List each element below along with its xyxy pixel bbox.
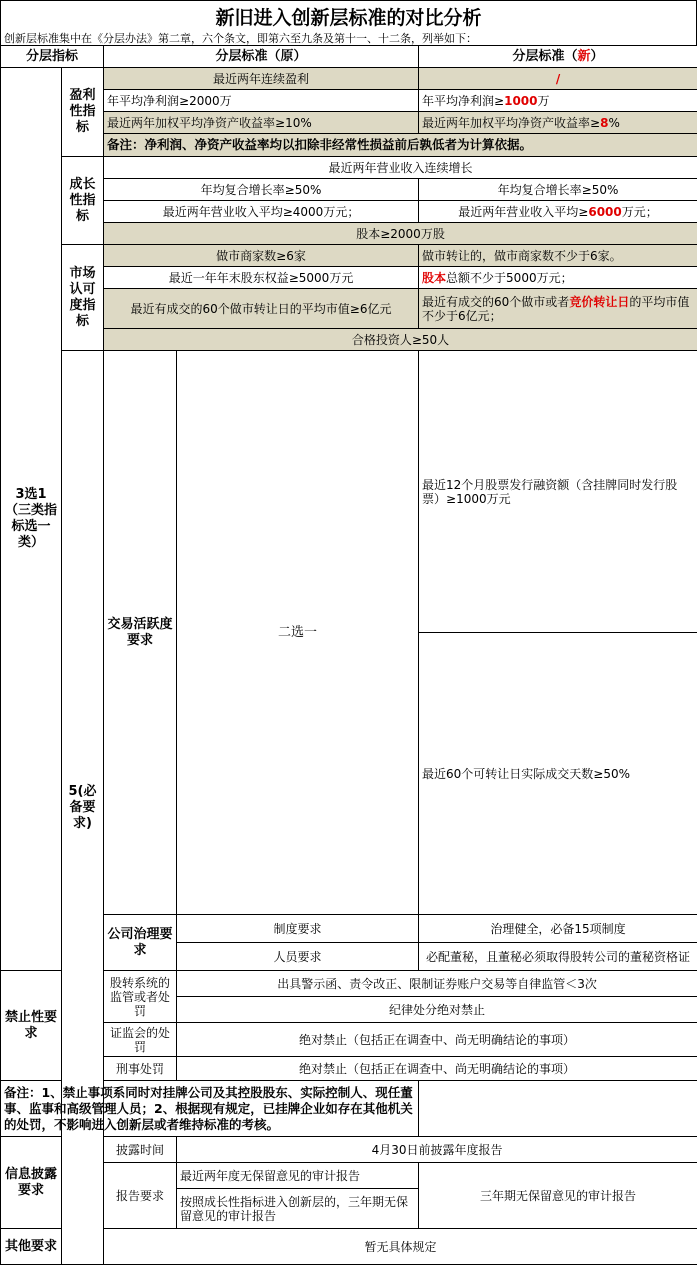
header-new-standard (419, 46, 697, 68)
profit-row-1 (1, 68, 697, 90)
prohibit-note-row (1, 1081, 697, 1137)
header-indicator: 分层指标 (1, 46, 104, 68)
growth-new-2: 年均复合增长率≥50% (419, 179, 697, 201)
header-row (1, 46, 697, 68)
disclosure-report-new: 三年期无保留意见的审计报告 (419, 1163, 697, 1229)
profit-old-3: 最近两年加权平均净资产收益率≥10% (104, 112, 419, 134)
trading-option-2: 最近60个可转让日实际成交天数≥50% (419, 633, 697, 915)
header-old-standard: 分层标准（原） (104, 46, 419, 68)
profit-old-1: 最近两年连续盈利 (104, 68, 419, 90)
trading-option-1: 最近12个月股票发行融资额（含挂牌同时发行股票）≥1000万元 (419, 351, 697, 633)
market-new-2 (419, 267, 697, 289)
governance-row-1 (1, 915, 697, 943)
growth-row-3 (1, 201, 697, 223)
market-new-3-prefix: 最近有成交的60个做市或者 (422, 295, 569, 309)
prohibit-neeq-value-1: 出具警示函、责令改正、限制证券账户交易等自律监管＜3次 (177, 971, 697, 997)
market-old-3: 最近有成交的60个做市转让日的平均市值≥6亿元 (104, 289, 419, 329)
profit-new-2-suffix: 万 (538, 94, 550, 108)
market-new-1: 做市转让的，做市商家数不少于6家。 (419, 245, 697, 267)
comparison-table (0, 45, 697, 1265)
profit-new-3 (419, 112, 697, 134)
market-new-2-suffix: 总额不少于5000万元； (446, 271, 573, 285)
profit-new-3-value: 8 (600, 116, 608, 130)
growth-label: 成长性指标 (62, 157, 104, 245)
prohibit-row-3 (1, 1023, 697, 1057)
other-value: 暂无具体规定 (104, 1229, 697, 1265)
profit-new-3-suffix: % (608, 116, 619, 130)
prohibit-label: 禁止性要求 (1, 971, 62, 1081)
profit-new-2-value: 1000 (504, 94, 537, 108)
group1-label: 3选1（三类指标选一类） (1, 68, 62, 971)
trading-label: 交易活跃度要求 (104, 351, 177, 915)
prohibit-row-4 (1, 1057, 697, 1081)
profit-new-3-prefix: 最近两年加权平均净资产收益率≥ (422, 116, 600, 130)
growth-common-4: 股本≥2000万股 (104, 223, 697, 245)
trading-row-1 (1, 351, 697, 633)
profit-note: 备注：净利润、净资产收益率均以扣除非经常性损益前后孰低者为计算依据。 (104, 134, 697, 157)
disclosure-time-value: 4月30日前披露年度报告 (177, 1137, 697, 1163)
disclosure-row-1 (1, 1137, 697, 1163)
prohibit-csrc-value: 绝对禁止（包括正在调查中、尚无明确结论的事项） (177, 1023, 697, 1057)
market-row-4 (1, 329, 697, 351)
market-label: 市场认可度指标 (62, 245, 104, 351)
disclosure-row-2 (1, 1163, 697, 1189)
market-new-2-value: 股本 (422, 271, 446, 285)
growth-row-4 (1, 223, 697, 245)
header-new-suffix: ） (591, 49, 604, 64)
prohibit-csrc-label: 证监会的处罚 (104, 1023, 177, 1057)
market-new-3 (419, 289, 697, 329)
disclosure-report-old-2: 按照成长性指标进入创新层的，三年期无保留意见的审计报告 (177, 1189, 419, 1229)
disclosure-report-old-1: 最近两年度无保留意见的审计报告 (177, 1163, 419, 1189)
growth-new-3-suffix: 万元； (622, 205, 658, 219)
prohibit-neeq-label: 股转系统的监管或者处罚 (104, 971, 177, 1023)
page-title: 新旧进入创新层标准的对比分析 (0, 0, 697, 32)
market-old-1: 做市商家数≥6家 (104, 245, 419, 267)
growth-row-2 (1, 179, 697, 201)
disclosure-time-label: 披露时间 (104, 1137, 177, 1163)
governance-staff-label: 人员要求 (177, 943, 419, 971)
group2-label: 5(必备要求) (62, 351, 104, 1265)
profit-label: 盈利性指标 (62, 68, 104, 157)
growth-old-2: 年均复合增长率≥50% (104, 179, 419, 201)
other-label: 其他要求 (1, 1229, 62, 1265)
governance-system-value: 治理健全，必备15项制度 (419, 915, 697, 943)
market-row-3 (1, 289, 697, 329)
prohibit-note: 备注：1、禁止事项系同时对挂牌公司及其控股股东、实际控制人、现任董事、监事和高级管理人员；2、根据现有规定，已挂牌企业如存在其他机关的处罚，不影响进入创新层或者维持标准的考核。 (1, 1081, 419, 1137)
profit-new-2-prefix: 年平均净利润≥ (422, 94, 504, 108)
growth-new-3 (419, 201, 697, 223)
header-new-word: 新 (578, 49, 591, 64)
governance-system-label: 制度要求 (177, 915, 419, 943)
profit-row-2 (1, 90, 697, 112)
header-new-prefix: 分层标准（ (513, 49, 578, 64)
prohibit-neeq-value-2: 纪律处分绝对禁止 (177, 997, 697, 1023)
trading-choose: 二选一 (177, 351, 419, 915)
prohibit-criminal-value: 绝对禁止（包括正在调查中、尚无明确结论的事项） (177, 1057, 697, 1081)
market-row-1 (1, 245, 697, 267)
growth-new-3-value: 6000 (588, 205, 621, 219)
other-row (1, 1229, 697, 1265)
market-new-3-value: 竞价转让日 (569, 295, 629, 309)
disclosure-report-label: 报告要求 (104, 1163, 177, 1229)
growth-common-1: 最近两年营业收入连续增长 (104, 157, 697, 179)
market-new-3-suffix: 的平均市值不少于6亿元； (422, 295, 689, 323)
governance-label: 公司治理要求 (104, 915, 177, 971)
profit-old-2: 年平均净利润≥2000万 (104, 90, 419, 112)
market-row-2 (1, 267, 697, 289)
prohibit-criminal-label: 刑事处罚 (104, 1057, 177, 1081)
governance-staff-value: 必配董秘，且董秘必须取得股转公司的董秘资格证 (419, 943, 697, 971)
profit-new-2 (419, 90, 697, 112)
profit-new-1: / (419, 68, 697, 90)
market-common-4: 合格投资人≥50人 (104, 329, 697, 351)
prohibit-row-1 (1, 971, 697, 997)
growth-old-3: 最近两年营业收入平均≥4000万元； (104, 201, 419, 223)
intro-text: 创新层标准集中在《分层办法》第二章，六个条文，即第六至九条及第十一、十二条，列举如下： (0, 32, 697, 45)
market-old-2: 最近一年年末股东权益≥5000万元 (104, 267, 419, 289)
growth-new-3-prefix: 最近两年营业收入平均≥ (458, 205, 588, 219)
growth-row-1 (1, 157, 697, 179)
profit-note-row (1, 134, 697, 157)
profit-row-3 (1, 112, 697, 134)
disclosure-label: 信息披露要求 (1, 1137, 62, 1229)
